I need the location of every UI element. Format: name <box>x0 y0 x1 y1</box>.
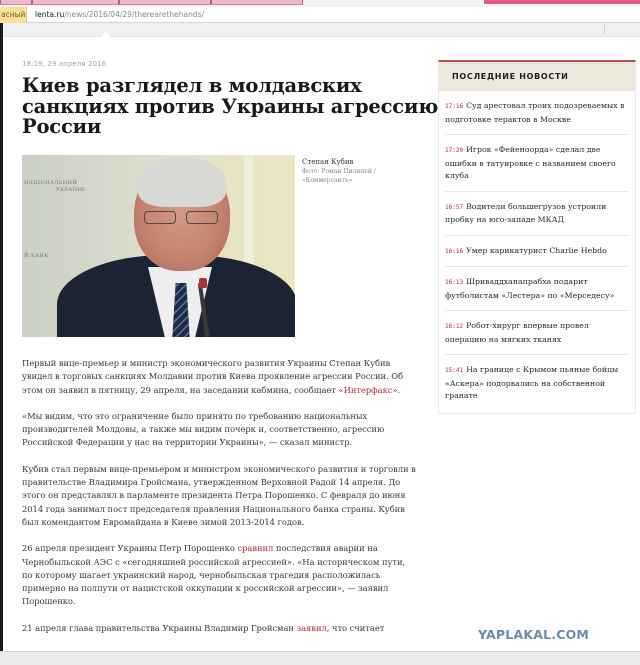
paragraph-text: 26 апреля президент Украины Петр Порошенко <box>22 543 238 554</box>
paragraph-text: 21 апреля глава правительства Украины Владимир Гройсман <box>22 622 297 633</box>
paragraph-text: . <box>397 384 401 395</box>
paragraph <box>22 410 417 450</box>
security-badge[interactable]: асный <box>0 7 27 23</box>
paragraph <box>22 542 417 608</box>
photo-wall-text: НАЦІОНАЛЬНИЙ <box>24 180 78 186</box>
news-title[interactable]: Робот-хирург впервые провел операцию на мягких тканях <box>445 321 589 344</box>
news-time: 17:20 <box>445 147 464 154</box>
microphone-head <box>199 278 207 288</box>
paragraph-text: Первый вице-премьер и министр экономического развития Украины Степан Кубив увидел в торговых санкциях Молдавии против Киева проявление агрессии России. Об этом он заявил в пятницу, 29 апреля, на заседании кабмина, сообщает <box>22 358 404 395</box>
caption-credit: Фото: Роман Пилипей / «Коммерсантъ» <box>302 168 376 184</box>
dropdown-caret-icon <box>101 32 111 37</box>
photo-wall-text: Й БАНК <box>24 253 49 259</box>
browser-tab[interactable] <box>211 0 303 5</box>
bookmarks-toolbar <box>0 23 640 37</box>
caption-name: Степан Кубив <box>302 158 354 166</box>
news-item[interactable] <box>445 192 629 236</box>
watermark: YAPLAKAL.COM <box>478 627 590 642</box>
browser-status-bar <box>0 651 640 665</box>
article-datetime: 18:19, 29 апреля 2016 <box>22 60 107 68</box>
news-time: 15:41 <box>445 367 464 374</box>
news-title[interactable]: Шриваддханапрабха подарит футболистам «Лестера» по «Мерседесу» <box>445 277 615 300</box>
paragraph-text: Кубив стал первым вице-премьером и министром экономического развития и торговли в правительстве Владимира Гройсмана, утвержденном Верховной Радой 14 апреля. До этого он представлял в парламенте президента Петра Порошенко. С февраля до июня 2014 года занимал пост председателя правления Национального банка страны. Кубив был комендантом Евромайдана в Киеве зимой 2013-2014 годов. <box>22 463 416 527</box>
article-body <box>22 357 417 648</box>
news-time: 16:13 <box>445 279 464 286</box>
news-list <box>439 91 635 413</box>
page-content <box>3 38 640 651</box>
news-title[interactable]: На границе с Крымом пьяные бойцы «Аскера» подорвались на собственной гранате <box>445 365 619 400</box>
news-item[interactable] <box>445 267 629 311</box>
news-item[interactable] <box>445 91 629 135</box>
paragraph <box>22 622 417 635</box>
url-field[interactable] <box>35 10 204 19</box>
paragraph-text: «Мы видим, что это ограничение было принято по требованию национальных производителей Молдовы, а также мы видим почерк и, соответственно, агрессию Российской Федерации у нас на территории Украины», — сказал министр. <box>22 410 385 448</box>
news-item[interactable] <box>445 135 629 192</box>
sidebar-title: ПОСЛЕДНИЕ НОВОСТИ <box>439 62 635 91</box>
paragraph-text: , что считает <box>326 622 385 633</box>
news-item[interactable] <box>445 236 629 268</box>
address-bar[interactable] <box>0 7 640 23</box>
toolbar-separator <box>604 25 605 34</box>
news-title[interactable]: Умер карикатурист Charlie Hebdo <box>466 245 607 255</box>
article-headline: Киев разглядел в молдавских санкциях против Украины агрессию России <box>22 74 439 138</box>
browser-tab[interactable] <box>32 0 119 5</box>
link-compared[interactable]: сравнил <box>237 543 274 554</box>
news-item[interactable] <box>445 355 629 413</box>
news-item[interactable] <box>445 311 629 355</box>
paragraph <box>22 463 417 529</box>
news-time: 17:16 <box>445 103 464 110</box>
news-title[interactable]: Суд арестовал троих подозреваемых в подготовке терактов в Москве <box>445 101 625 124</box>
photo-hair <box>138 157 226 207</box>
photo-glasses <box>144 211 222 225</box>
photo-caption <box>302 157 412 185</box>
news-time: 16:16 <box>445 247 464 255</box>
browser-tab-strip <box>0 0 640 7</box>
url-path: /news/2016/04/29/therearethehands/ <box>64 10 205 19</box>
link-interfax[interactable]: «Интерфакс» <box>338 384 398 395</box>
paragraph <box>22 357 417 397</box>
news-time: 16:57 <box>445 203 464 211</box>
browser-tab-active[interactable] <box>484 0 640 4</box>
news-title[interactable]: Игрок «Фейеноорда» сделал две ошибки в татуировке с названием своего клуба <box>445 145 616 180</box>
url-host: lenta.ru <box>35 10 65 19</box>
link-stated[interactable]: заявил <box>296 622 327 633</box>
news-time: 16:12 <box>445 323 464 330</box>
latest-news-sidebar <box>438 60 636 414</box>
paragraph-text: последствия аварии на Чернобыльской АЭС с «сегодняшней российской агрессией». «На историческом пути, по которому шагает украинский народ, чернобыльская трагедия расположилась примерно на полпути от нацистской оккупации к российской агрессии», — заявил Порошенко. <box>22 543 406 607</box>
browser-tab[interactable] <box>119 0 211 5</box>
news-title[interactable]: Водители большегрузов устроили пробку на юго-западе МКАД <box>445 201 607 224</box>
photo-wall-text: УКРАЇНИ <box>56 187 85 193</box>
browser-tab[interactable] <box>0 0 32 5</box>
article-photo[interactable] <box>22 155 295 337</box>
